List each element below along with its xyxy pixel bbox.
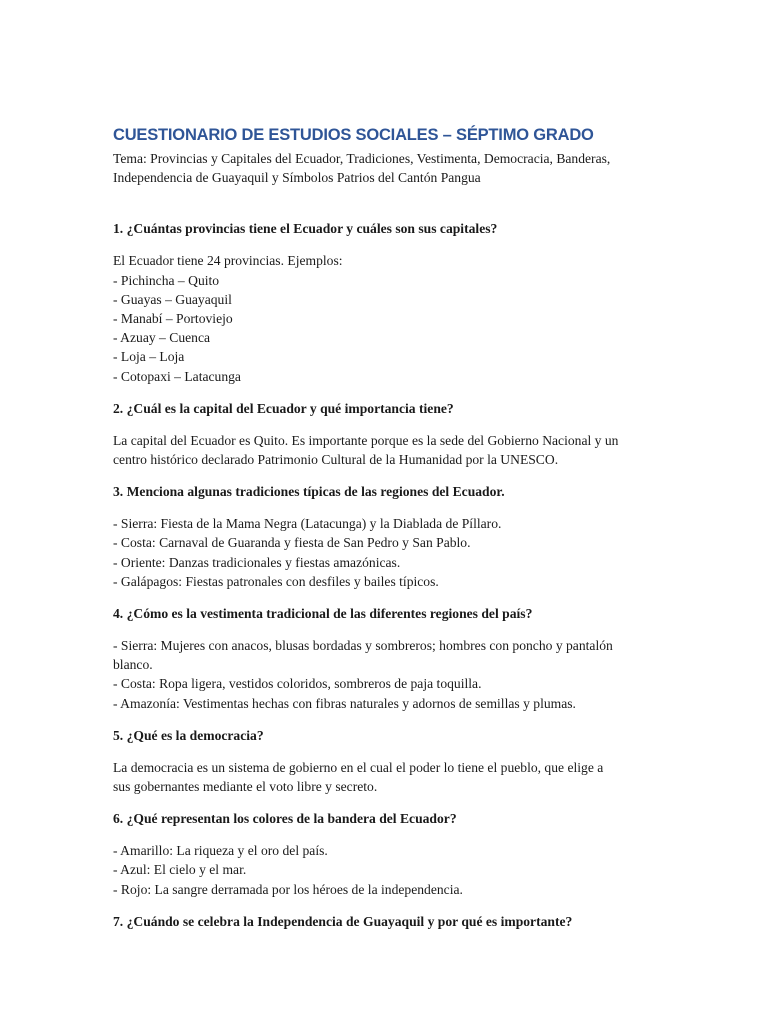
subtitle-line: Tema: Provincias y Capitales del Ecuador, Tradiciones, Vestimenta, Democracia, Banderas, <box>113 151 611 166</box>
answer-line: - Oriente: Danzas tradicionales y fiestas amazónicas. <box>113 554 401 570</box>
question-block <box>113 912 658 932</box>
answer-line: centro histórico declarado Patrimonio Cultural de la Humanidad por la UNESCO. <box>113 452 559 468</box>
page-title: CUESTIONARIO DE ESTUDIOS SOCIALES – SÉPTIMO GRADO <box>113 126 594 144</box>
answer <box>113 514 658 591</box>
answer-line: - Loja – Loja <box>113 349 185 365</box>
question-block <box>113 399 658 469</box>
answer-line: blanco. <box>113 657 153 673</box>
document-page <box>113 122 658 932</box>
answer-line: - Costa: Ropa ligera, vestidos coloridos, sombreros de paja toquilla. <box>113 676 482 692</box>
answer-line: - Pichincha – Quito <box>113 272 220 288</box>
question-heading: 2. ¿Cuál es la capital del Ecuador y qué importancia tiene? <box>113 400 454 416</box>
answer-line: - Sierra: Mujeres con anacos, blusas bordadas y sombreros; hombres con poncho y pantalón <box>113 638 613 654</box>
question-block <box>113 604 658 713</box>
answer-line: - Manabí – Portoviejo <box>113 311 233 327</box>
question-block <box>113 482 658 591</box>
subtitle <box>113 149 658 187</box>
question-heading: 5. ¿Qué es la democracia? <box>113 727 264 743</box>
answer-line: - Amarillo: La riqueza y el oro del país. <box>113 843 328 859</box>
question-block <box>113 726 658 796</box>
answer-line: - Costa: Carnaval de Guaranda y fiesta de San Pedro y San Pablo. <box>113 535 471 551</box>
answer <box>113 636 658 713</box>
question-heading: 1. ¿Cuántas provincias tiene el Ecuador y cuáles son sus capitales? <box>113 221 498 237</box>
answer-line: - Sierra: Fiesta de la Mama Negra (Latacunga) y la Diablada de Píllaro. <box>113 516 502 532</box>
answer <box>113 251 658 385</box>
answer-line: - Rojo: La sangre derramada por los héroes de la independencia. <box>113 881 463 897</box>
answer-line: La capital del Ecuador es Quito. Es importante porque es la sede del Gobierno Nacional y un <box>113 432 619 448</box>
question-heading: 7. ¿Cuándo se celebra la Independencia de Guayaquil y por qué es importante? <box>113 913 573 929</box>
question-heading: 3. Menciona algunas tradiciones típicas de las regiones del Ecuador. <box>113 484 505 500</box>
question-heading: 6. ¿Qué representan los colores de la bandera del Ecuador? <box>113 811 457 827</box>
answer-line: - Cotopaxi – Latacunga <box>113 368 241 384</box>
subtitle-line: Independencia de Guayaquil y Símbolos Patrios del Cantón Pangua <box>113 170 481 186</box>
answer-line: - Azul: El cielo y el mar. <box>113 862 247 878</box>
answer-line: - Amazonía: Vestimentas hechas con fibras naturales y adornos de semillas y plumas. <box>113 695 576 711</box>
answer <box>113 841 658 899</box>
question-block <box>113 809 658 899</box>
answer-line: - Galápagos: Fiestas patronales con desfiles y bailes típicos. <box>113 573 439 589</box>
answer-line: - Guayas – Guayaquil <box>113 291 232 307</box>
question-block <box>113 219 658 385</box>
answer <box>113 758 658 796</box>
answer-line: sus gobernantes mediante el voto libre y secreto. <box>113 779 378 795</box>
answer-line: - Azuay – Cuenca <box>113 330 211 346</box>
question-heading: 4. ¿Cómo es la vestimenta tradicional de las diferentes regiones del país? <box>113 606 533 622</box>
answer-line: El Ecuador tiene 24 provincias. Ejemplos: <box>113 253 343 269</box>
answer-line: La democracia es un sistema de gobierno en el cual el poder lo tiene el pueblo, que elige a <box>113 759 604 775</box>
answer <box>113 431 658 469</box>
